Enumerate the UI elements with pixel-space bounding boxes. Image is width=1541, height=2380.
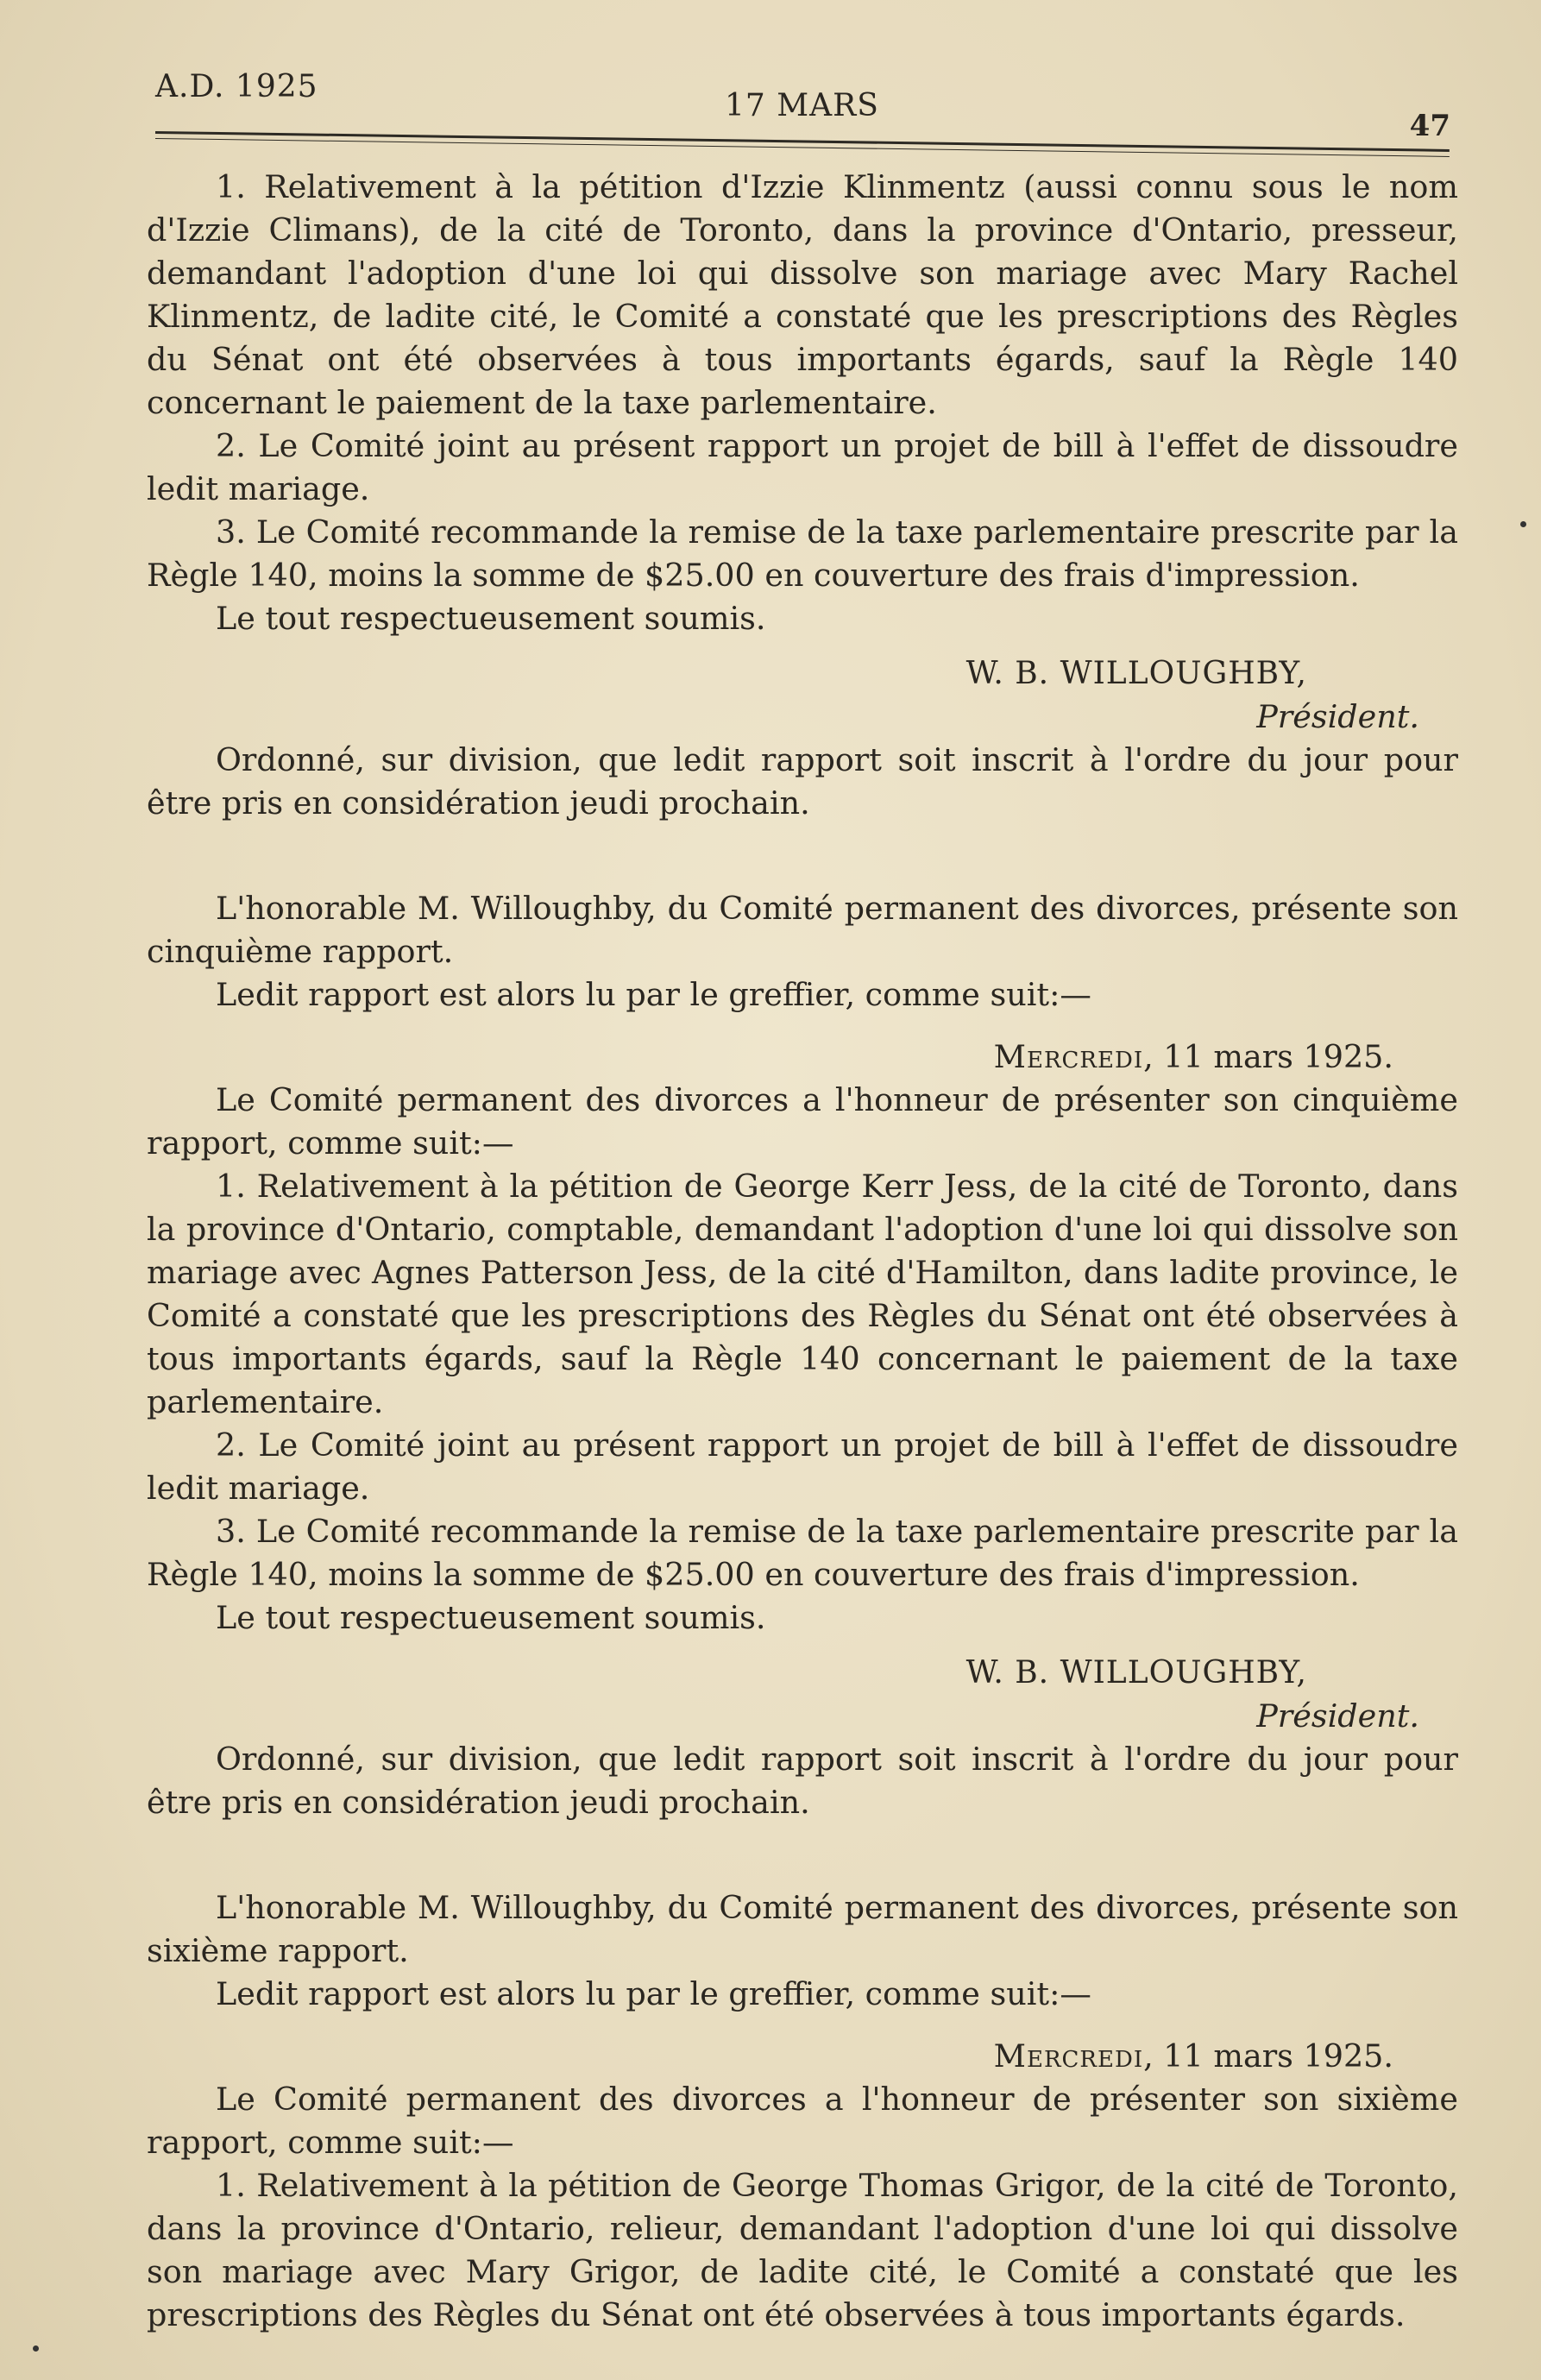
document-body [147, 166, 1458, 2337]
paper-speck [33, 2345, 39, 2352]
report5-order: Ordonné, sur division, que ledit rapport soit inscrit à l'ordre du jour pour être pris en considération jeudi prochain. [147, 1741, 1458, 1821]
report5-signature: W. B. WILLOUGHBY, [965, 1655, 1307, 1691]
report4-closing: Le tout respectueusement soumis. [216, 600, 766, 637]
report6-intro: L'honorable M. Willoughby, du Comité permanent des divorces, présente son sixième rapport. [147, 1889, 1458, 1969]
report5-opening: Le Comité permanent des divorces a l'honneur de présenter son cinquième rapport, comme suit:— [147, 1081, 1458, 1162]
report5-date-day: Mercredi [993, 1038, 1144, 1075]
report5-signature-title: Président. [1256, 1697, 1419, 1735]
report6-paragraph-1: 1. Relativement à la pétition de George Thomas Grigor, de la cité de Toronto, dans la province d'Ontario, relieur, demandant l'adoption d'une loi qui dissolve son mariage avec Mary Grigor, de ladite cité, le Comité a constaté que les prescriptions des Règles du Sénat ont été observées à tous importants égards. [147, 2167, 1458, 2333]
report5-read: Ledit rapport est alors lu par le greffier, comme suit:— [216, 976, 1091, 1013]
report5-closing: Le tout respectueusement soumis. [216, 1599, 766, 1636]
report5-date [147, 1036, 1458, 1079]
page-number: 47 [1409, 109, 1450, 143]
header-date: 17 MARS [725, 88, 879, 123]
report4-signature: W. B. WILLOUGHBY, [965, 656, 1307, 691]
report6-opening: Le Comité permanent des divorces a l'honneur de présenter son sixième rapport, comme suit:— [147, 2081, 1458, 2161]
report6-date-day: Mercredi [993, 2037, 1144, 2075]
report4-paragraph-1: 1. Relativement à la pétition d'Izzie Klinmentz (aussi connu sous le nom d'Izzie Climans), de la cité de Toronto, dans la province d'Ontario, presseur, demandant l'adoption d'une loi qui dissolve son mariage avec Mary Rachel Klinmentz, de ladite cité, le Comité a constaté que les prescriptions des Règles du Sénat ont été observées à tous importants égards, sauf la Règle 140 concernant le paiement de la taxe parlementaire. [147, 168, 1458, 421]
report4-paragraph-2: 2. Le Comité joint au présent rapport un projet de bill à l'effet de dissoudre ledit mariage. [147, 427, 1458, 507]
report6-read: Ledit rapport est alors lu par le greffier, comme suit:— [216, 1975, 1091, 2012]
report6-date-rest: , 11 mars 1925. [1143, 2037, 1393, 2075]
report-five-section [147, 887, 1458, 1824]
report5-intro: L'honorable M. Willoughby, du Comité permanent des divorces, présente son cinquième rapport. [147, 890, 1458, 970]
report6-date [147, 2035, 1458, 2078]
paper-speck [1520, 521, 1526, 527]
report5-date-rest: , 11 mars 1925. [1143, 1038, 1393, 1075]
report-six-section [147, 1886, 1458, 2337]
report5-paragraph-3: 3. Le Comité recommande la remise de la taxe parlementaire prescrite par la Règle 140, moins la somme de $25.00 en couverture des frais d'impression. [147, 1513, 1458, 1593]
report-four-section [147, 166, 1458, 825]
header-year: A.D. 1925 [155, 69, 318, 104]
report4-signature-title: Président. [1256, 698, 1419, 735]
report4-paragraph-3: 3. Le Comité recommande la remise de la taxe parlementaire prescrite par la Règle 140, moins la somme de $25.00 en couverture des frais d'impression. [147, 513, 1458, 594]
report5-paragraph-1: 1. Relativement à la pétition de George Kerr Jess, de la cité de Toronto, dans la province d'Ontario, comptable, demandant l'adoption d'une loi qui dissolve son mariage avec Agnes Patterson Jess, de la cité d'Hamilton, dans ladite province, le Comité a constaté que les prescriptions des Règles du Sénat ont été observées à tous importants égards, sauf la Règle 140 concernant le paiement de la taxe parlementaire. [147, 1168, 1458, 1420]
report4-order: Ordonné, sur division, que ledit rapport soit inscrit à l'ordre du jour pour être pris en considération jeudi prochain. [147, 741, 1458, 822]
report5-paragraph-2: 2. Le Comité joint au présent rapport un projet de bill à l'effet de dissoudre ledit mariage. [147, 1426, 1458, 1507]
